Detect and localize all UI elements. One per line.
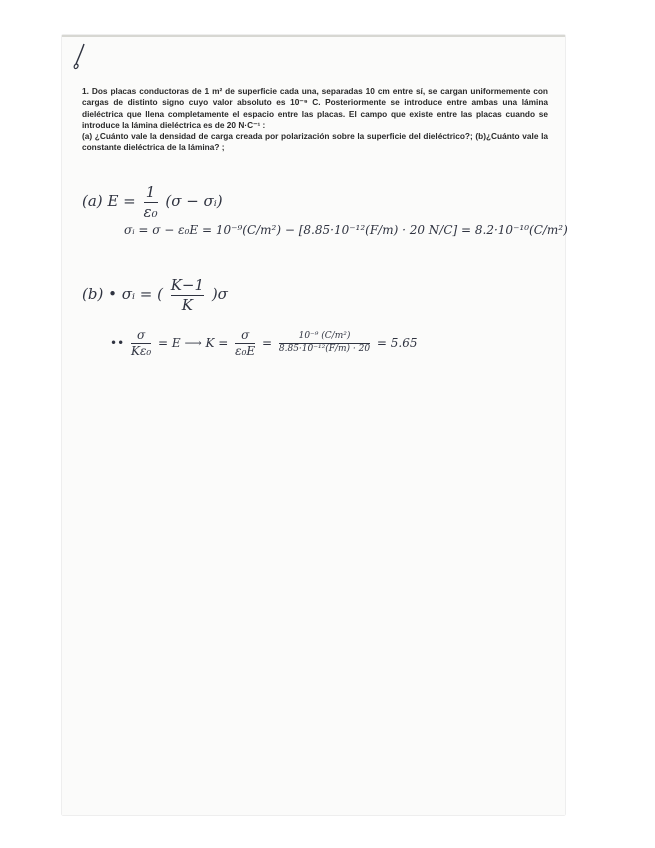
b2-frac3-den: 8.85·10⁻¹²(F/m) · 20	[278, 344, 371, 355]
problem-questions: (a) ¿Cuánto vale la densidad de carga creada por polarización sobre la superficie del dieléctrico?; (b)¿Cuánto vale la constante dieléctrica de la lámina? ;	[82, 131, 548, 153]
b2-fraction-3	[279, 332, 370, 355]
handwritten-a-line2: σᵢ = σ − ε₀E = 10⁻⁹(C/m²) − [8.85·10⁻¹²(F/m) · 20 N/C] = 8.2·10⁻¹⁰(C/m²)	[124, 223, 568, 237]
part-a-label: (a)	[82, 192, 103, 210]
b2-prefix: ••	[110, 336, 125, 351]
b2-fraction-1	[131, 329, 151, 358]
b2-frac3-num: 10⁻⁹ (C/m²)	[298, 331, 351, 342]
pen-mark-icon	[70, 42, 92, 72]
b2-eq: =	[262, 336, 273, 351]
a1-lhs: E =	[107, 192, 136, 210]
a1-fraction	[144, 184, 158, 220]
b1-frac-den: K	[181, 295, 193, 314]
b1-frac-num: K−1	[170, 276, 205, 294]
b2-result: = 5.65	[376, 336, 418, 351]
a1-frac-num: 1	[145, 183, 156, 201]
handwritten-a-line1	[82, 184, 223, 220]
b1-lhs: • σᵢ = (	[108, 285, 163, 303]
problem-statement	[82, 86, 548, 154]
a1-rhs: (σ − σᵢ)	[165, 192, 223, 210]
b2-frac2-den: ε₀E	[235, 344, 256, 359]
part-b-label: (b)	[82, 285, 104, 303]
b2-frac1-den: Kε₀	[130, 344, 152, 359]
b1-rhs: )σ	[211, 285, 228, 303]
paper-sheet	[62, 35, 568, 815]
b2-mid: = E ⟶ K =	[158, 336, 229, 351]
b1-fraction	[171, 277, 204, 313]
handwritten-b-line1	[82, 277, 228, 313]
b2-frac1-num: σ	[136, 328, 146, 342]
a1-frac-den: ε₀	[143, 202, 158, 221]
handwritten-b-line2	[110, 329, 418, 358]
problem-paragraph: 1. Dos placas conductoras de 1 m² de superficie cada una, separadas 10 cm entre sí, se cargan uniformemente con cargas de distinto signo cuyo valor absoluto es 10⁻⁹ C. Posteriormente se introduce entre ambas una lámina dieléctrica que llena completamente el espacio entre las placas. El campo que existe entre las placas cuando se introduce la lámina dieléctrica es de 20 N·C⁻¹ :	[82, 86, 548, 130]
b2-frac2-num: σ	[241, 328, 250, 342]
b2-fraction-2	[235, 329, 255, 358]
